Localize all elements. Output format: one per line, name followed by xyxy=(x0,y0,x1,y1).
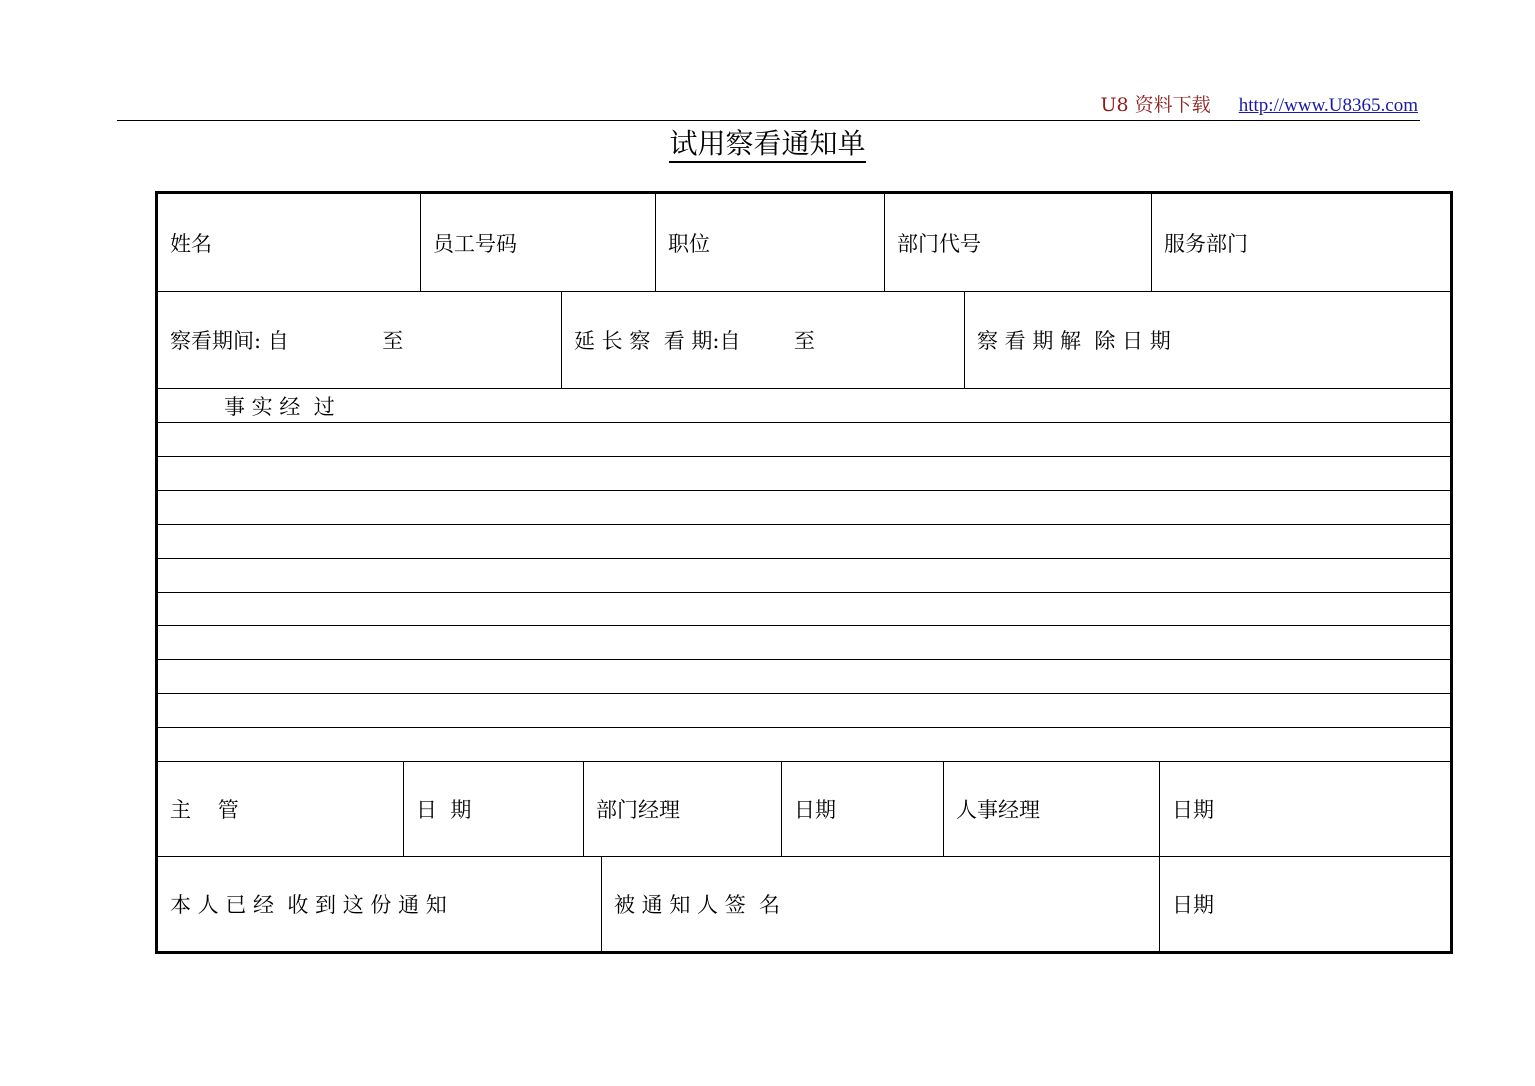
notice-form xyxy=(155,191,1453,954)
facts-blank-line[interactable] xyxy=(158,456,1450,490)
facts-blank-line[interactable] xyxy=(158,625,1450,659)
facts-blank-line[interactable] xyxy=(158,422,1450,456)
cell-release-date[interactable]: 察 看 期 解 除 日 期 xyxy=(964,292,1450,388)
row-basic-info xyxy=(158,194,1450,291)
cell-position[interactable]: 职位 xyxy=(655,194,884,291)
cell-name[interactable]: 姓名 xyxy=(170,231,212,256)
cell-hr-manager-date[interactable]: 日期 xyxy=(1159,762,1450,856)
cell-notified-signature[interactable]: 被 通 知 人 签 名 xyxy=(601,857,1159,951)
cell-extended-period[interactable]: 延 长 察 看 期:自 至 xyxy=(561,292,964,388)
cell-service-dept[interactable]: 服务部门 xyxy=(1151,194,1450,291)
facts-header-line xyxy=(158,388,1450,422)
page-title: 试用察看通知单 xyxy=(669,127,865,163)
facts-section[interactable] xyxy=(158,388,1450,761)
header-rule xyxy=(117,120,1420,121)
row-acknowledgement xyxy=(158,856,1450,951)
facts-label: 事 实 经 过 xyxy=(224,395,335,419)
cell-hr-manager[interactable]: 人事经理 xyxy=(943,762,1159,856)
facts-blank-line[interactable] xyxy=(158,558,1450,592)
page-header xyxy=(1101,90,1418,117)
cell-employee-number[interactable]: 员工号码 xyxy=(420,194,655,291)
source-link[interactable]: http://www.U8365.com xyxy=(1238,95,1418,116)
row-period xyxy=(158,291,1450,388)
cell-supervisor[interactable]: 主 管 xyxy=(170,798,239,822)
cell-signature-date[interactable]: 日期 xyxy=(1159,857,1450,951)
cell-dept-manager-date[interactable]: 日期 xyxy=(781,762,943,856)
row-approvals xyxy=(158,761,1450,856)
facts-blank-line[interactable] xyxy=(158,524,1450,558)
facts-blank-line[interactable] xyxy=(158,727,1450,761)
facts-blank-line[interactable] xyxy=(158,659,1450,693)
cell-supervisor-date[interactable]: 日 期 xyxy=(403,762,583,856)
cell-dept-manager[interactable]: 部门经理 xyxy=(583,762,781,856)
cell-dept-code[interactable]: 部门代号 xyxy=(884,194,1151,291)
cell-probation-period[interactable]: 察看期间: 自 至 xyxy=(170,329,404,353)
cell-received-notice[interactable]: 本 人 已 经 收 到 这 份 通 知 xyxy=(170,893,447,917)
facts-blank-line[interactable] xyxy=(158,693,1450,727)
facts-blank-line[interactable] xyxy=(158,592,1450,626)
page-title-wrap xyxy=(0,122,1535,162)
facts-blank-line[interactable] xyxy=(158,490,1450,524)
brand-text: U8 资料下载 xyxy=(1100,94,1211,116)
